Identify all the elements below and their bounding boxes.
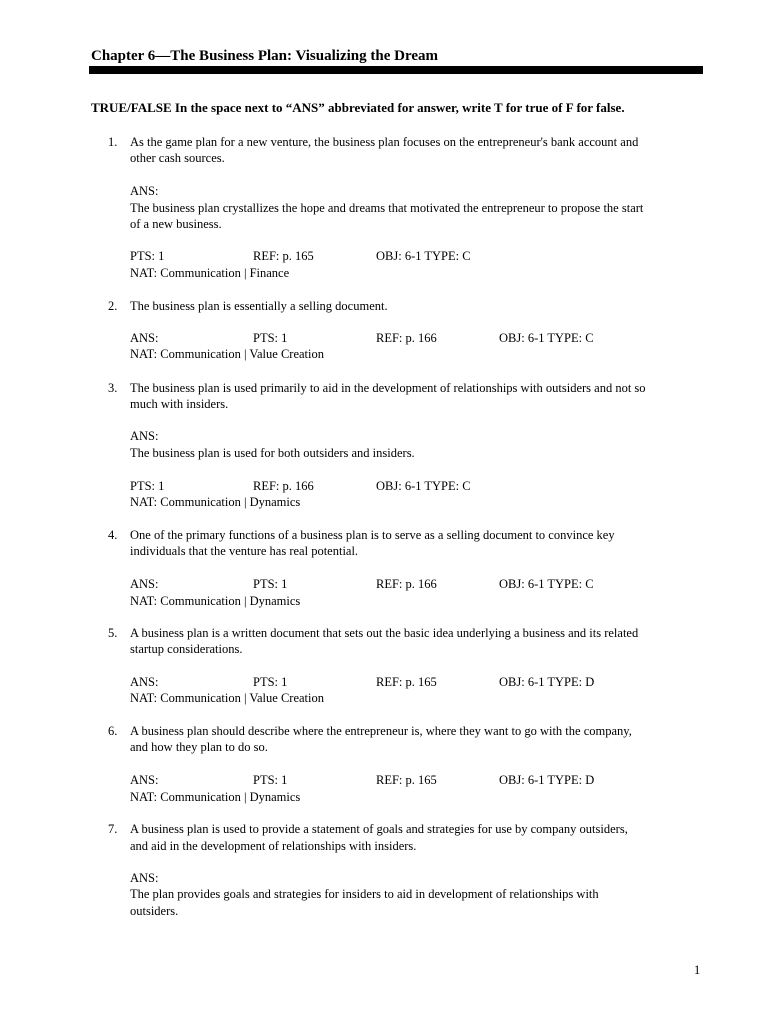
section-instructions: TRUE/FALSE In the space next to “ANS” abbreviated for answer, write T for true of F for false. — [91, 100, 625, 115]
reference-field: REF: p. 165 — [376, 675, 437, 689]
question-number: 4. — [108, 528, 118, 542]
question-text: One of the primary functions of a business plan is to serve as a selling document to convince key — [130, 528, 615, 542]
answer-explanation: of a new business. — [130, 217, 222, 231]
points-field: PTS: 1 — [130, 249, 165, 263]
question-text: other cash sources. — [130, 151, 225, 165]
answer-label: ANS: — [130, 331, 159, 345]
question-text: As the game plan for a new venture, the business plan focuses on the entrepreneur's bank account and — [130, 135, 639, 149]
answer-explanation: The business plan crystallizes the hope and dreams that motivated the entrepreneur to propose the start — [130, 201, 644, 215]
question-text: A business plan is used to provide a statement of goals and strategies for use by company outsiders, — [130, 822, 628, 836]
answer-label: ANS: — [130, 577, 159, 591]
objective-field: OBJ: 6-1 TYPE: D — [499, 773, 595, 787]
answer-label: ANS: — [130, 184, 159, 198]
points-field: PTS: 1 — [253, 773, 288, 787]
answer-label: ANS: — [130, 675, 159, 689]
question-number: 7. — [108, 822, 118, 836]
answer-explanation: The business plan is used for both outsiders and insiders. — [130, 446, 415, 460]
reference-field: REF: p. 166 — [376, 577, 437, 591]
answer-label: ANS: — [130, 773, 159, 787]
page-number: 1 — [694, 963, 701, 977]
points-field: PTS: 1 — [253, 675, 288, 689]
question-number: 3. — [108, 381, 118, 395]
reference-field: REF: p. 165 — [376, 773, 437, 787]
objective-field: OBJ: 6-1 TYPE: C — [376, 479, 471, 493]
answer-explanation: The plan provides goals and strategies for insiders to aid in development of relationships with — [130, 887, 599, 901]
nat-field: NAT: Communication | Dynamics — [130, 790, 301, 804]
question-text: much with insiders. — [130, 397, 229, 411]
question-text: The business plan is used primarily to aid in the development of relationships with outsiders and not so — [130, 381, 646, 395]
title-rule — [89, 66, 703, 74]
objective-field: OBJ: 6-1 TYPE: D — [499, 675, 595, 689]
question-number: 5. — [108, 626, 118, 640]
answer-label: ANS: — [130, 429, 159, 443]
question-text: and how they plan to do so. — [130, 740, 268, 754]
nat-field: NAT: Communication | Dynamics — [130, 594, 301, 608]
question-number: 6. — [108, 724, 118, 738]
nat-field: NAT: Communication | Finance — [130, 266, 290, 280]
nat-field: NAT: Communication | Dynamics — [130, 495, 301, 509]
chapter-title: Chapter 6—The Business Plan: Visualizing the Dream — [91, 48, 438, 64]
question-text: A business plan should describe where the entrepreneur is, where they want to go with the company, — [130, 724, 632, 738]
nat-field: NAT: Communication | Value Creation — [130, 691, 324, 705]
objective-field: OBJ: 6-1 TYPE: C — [499, 577, 594, 591]
question-text: A business plan is a written document that sets out the basic idea underlying a business and its related — [130, 626, 639, 640]
reference-field: REF: p. 166 — [376, 331, 437, 345]
points-field: PTS: 1 — [253, 577, 288, 591]
objective-field: OBJ: 6-1 TYPE: C — [499, 331, 594, 345]
points-field: PTS: 1 — [130, 479, 165, 493]
question-text: startup considerations. — [130, 642, 243, 656]
reference-field: REF: p. 165 — [253, 249, 314, 263]
question-number: 1. — [108, 135, 118, 149]
answer-label: ANS: — [130, 871, 159, 885]
reference-field: REF: p. 166 — [253, 479, 314, 493]
objective-field: OBJ: 6-1 TYPE: C — [376, 249, 471, 263]
points-field: PTS: 1 — [253, 331, 288, 345]
question-number: 2. — [108, 299, 118, 313]
question-text: and aid in the development of relationships with insiders. — [130, 839, 417, 853]
nat-field: NAT: Communication | Value Creation — [130, 347, 324, 361]
answer-explanation: outsiders. — [130, 904, 179, 918]
question-text: individuals that the venture has real potential. — [130, 544, 359, 558]
question-text: The business plan is essentially a selling document. — [130, 299, 388, 313]
